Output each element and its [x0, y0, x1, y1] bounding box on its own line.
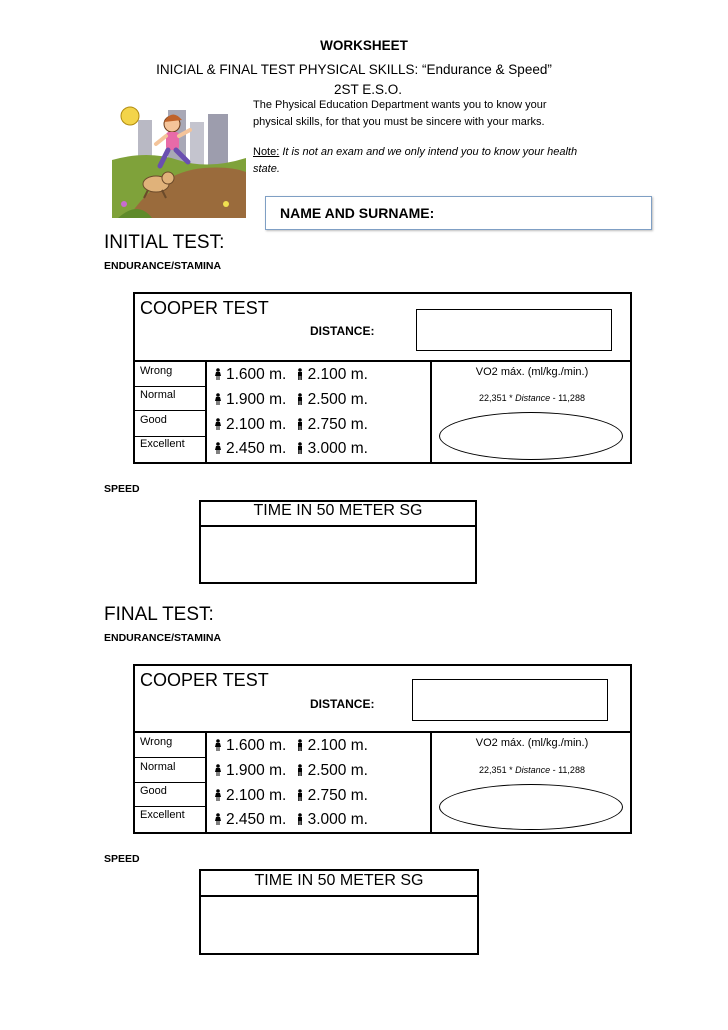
- initial-range-good: [214, 416, 368, 434]
- initial-speed-time-field[interactable]: [201, 527, 475, 582]
- female-distance: 1.600 m.: [226, 737, 287, 754]
- female-distance: 2.100 m.: [226, 416, 287, 433]
- note-text: It is not an exam and we only intend you to know your health: [279, 146, 578, 158]
- running-girl-and-dog-illustration: [108, 100, 248, 218]
- initial-level-normal: Normal: [140, 389, 176, 401]
- initial-speed-title: TIME IN 50 METER SG: [253, 502, 423, 519]
- final-speed-title: TIME IN 50 METER SG: [254, 872, 424, 889]
- female-distance: 1.600 m.: [226, 366, 287, 383]
- female-figure-icon: [214, 739, 222, 751]
- final-level-wrong: Wrong: [140, 736, 173, 748]
- initial-col-divider-1: [205, 361, 207, 464]
- initial-vo2-label: VO2 máx. (ml/kg./min.): [475, 366, 589, 378]
- name-label: NAME AND SURNAME:: [280, 205, 435, 221]
- final-level-excellent: Excellent: [140, 809, 185, 821]
- final-distance-label: DISTANCE:: [310, 697, 375, 711]
- male-distance: 3.000 m.: [307, 811, 368, 828]
- name-and-surname-field[interactable]: [265, 196, 652, 230]
- male-distance: 2.100 m.: [307, 737, 368, 754]
- female-distance: 2.100 m.: [226, 787, 287, 804]
- initial-range-excellent: [214, 440, 368, 458]
- female-figure-icon: [214, 813, 222, 825]
- female-figure-icon: [214, 393, 222, 405]
- final-test-heading: FINAL TEST:: [104, 604, 214, 625]
- final-vo2-label: VO2 máx. (ml/kg./min.): [475, 737, 589, 749]
- intro-note: [253, 144, 693, 161]
- male-distance: 2.750 m.: [307, 787, 368, 804]
- initial-divider: [133, 360, 632, 362]
- final-distance-input[interactable]: [412, 679, 608, 721]
- final-col-divider-1: [205, 732, 207, 834]
- final-range-normal: [214, 762, 368, 780]
- initial-test-heading: INITIAL TEST:: [104, 232, 225, 253]
- course-level: 2ST E.S.O.: [333, 82, 403, 97]
- initial-cooper-title: COOPER TEST: [140, 298, 269, 318]
- initial-speed-label: SPEED: [104, 483, 140, 495]
- male-figure-icon: [296, 393, 304, 405]
- initial-level-excellent: Excellent: [140, 438, 185, 450]
- male-figure-icon: [296, 739, 304, 751]
- final-divider: [133, 731, 632, 733]
- initial-distance-input[interactable]: [416, 309, 612, 351]
- final-speed-time-field[interactable]: [201, 897, 477, 953]
- initial-vo2-formula: 22,351 * Distance - 11,288: [479, 393, 585, 403]
- worksheet-title: WORKSHEET: [320, 38, 408, 53]
- final-range-wrong: [214, 737, 368, 755]
- final-vo2-result-field[interactable]: [439, 784, 623, 830]
- final-vo2-formula: 22,351 * Distance - 11,288: [479, 765, 585, 775]
- male-distance: 2.100 m.: [307, 366, 368, 383]
- intro-line-2: physical skills, for that you must be sincere with your marks.: [253, 116, 545, 128]
- final-cooper-title: COOPER TEST: [140, 670, 269, 690]
- male-distance: 2.500 m.: [307, 391, 368, 408]
- male-figure-icon: [296, 789, 304, 801]
- male-figure-icon: [296, 418, 304, 430]
- female-figure-icon: [214, 764, 222, 776]
- final-level-good: Good: [140, 785, 167, 797]
- initial-distance-label: DISTANCE:: [310, 324, 375, 338]
- female-distance: 2.450 m.: [226, 440, 287, 457]
- male-distance: 2.500 m.: [307, 762, 368, 779]
- female-distance: 2.450 m.: [226, 811, 287, 828]
- initial-range-wrong: [214, 366, 368, 384]
- intro-line-1: The Physical Education Department wants you to know your: [253, 99, 547, 111]
- initial-vo2-result-field[interactable]: [439, 412, 623, 460]
- female-figure-icon: [214, 418, 222, 430]
- male-distance: 3.000 m.: [307, 440, 368, 457]
- female-figure-icon: [214, 368, 222, 380]
- final-endurance-heading: ENDURANCE/STAMINA: [104, 632, 222, 644]
- female-distance: 1.900 m.: [226, 762, 287, 779]
- worksheet-subtitle: INICIAL & FINAL TEST PHYSICAL SKILLS: “Endurance & Speed”: [156, 62, 552, 77]
- male-figure-icon: [296, 813, 304, 825]
- final-range-excellent: [214, 811, 368, 829]
- male-figure-icon: [296, 764, 304, 776]
- final-level-normal: Normal: [140, 761, 176, 773]
- note-label: Note:: [253, 146, 280, 158]
- female-figure-icon: [214, 789, 222, 801]
- male-figure-icon: [296, 442, 304, 454]
- final-range-good: [214, 787, 368, 805]
- initial-range-normal: [214, 391, 368, 409]
- male-distance: 2.750 m.: [307, 416, 368, 433]
- initial-level-good: Good: [140, 414, 167, 426]
- initial-level-wrong: Wrong: [140, 365, 173, 377]
- note-text-2: state.: [253, 163, 280, 175]
- initial-endurance-heading: ENDURANCE/STAMINA: [104, 260, 222, 272]
- final-speed-label: SPEED: [104, 853, 140, 865]
- female-distance: 1.900 m.: [226, 391, 287, 408]
- male-figure-icon: [296, 368, 304, 380]
- female-figure-icon: [214, 442, 222, 454]
